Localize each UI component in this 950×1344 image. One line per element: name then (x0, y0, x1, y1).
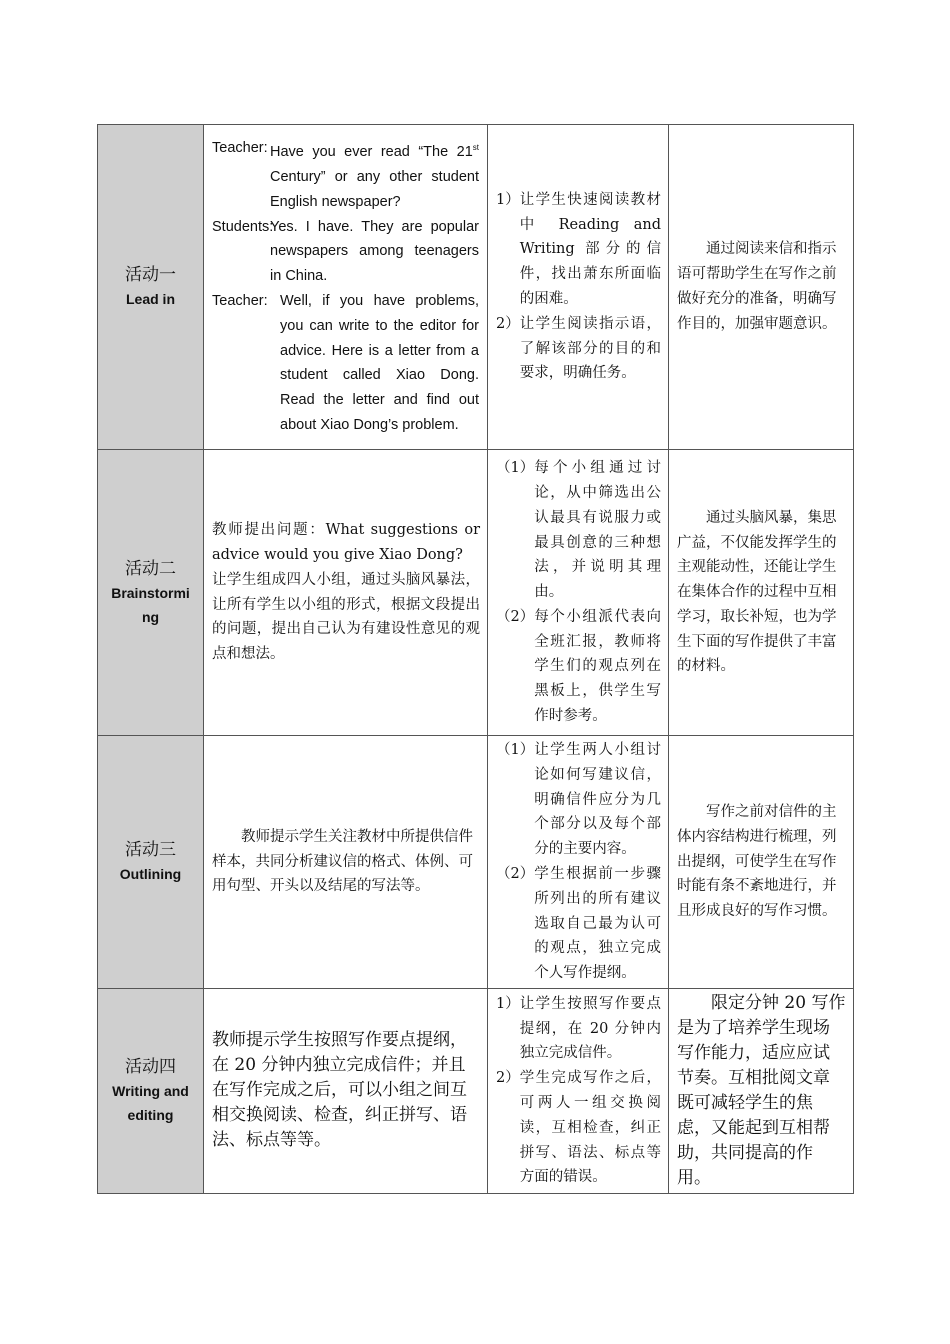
steps-cell (488, 988, 669, 1193)
activity-cell (204, 736, 488, 989)
stage-title-en: Outlining (119, 865, 182, 882)
stage-title-en-cont: ng (141, 608, 160, 625)
dialogue-line: Teacher: Have you ever read “The 21st Century” or any other student English newspaper? (212, 140, 479, 210)
activity-cell (204, 450, 488, 736)
steps-cell (488, 736, 669, 989)
table-row (98, 736, 854, 989)
activity-text: 教师提示学生按照写作要点提纲，在 20 分钟内独立完成信件；并且在写作完成之后，可以小组之间互相交换阅读、检查，纠正拼写、语法、标点等等。 (212, 1030, 467, 1151)
stage-title-zh: 活动一 (125, 265, 176, 285)
activity-cell (204, 125, 488, 450)
purpose-text: 限定分钟 20 写作是为了培养学生现场写作能力，适应应试节奏。互相批阅文章既可减轻学生的焦虑，又能起到互相帮助，共同提高的作用。 (677, 992, 846, 1188)
lesson-plan-table (97, 124, 854, 1194)
stage-title-en: Lead in (125, 291, 175, 307)
purpose-text: 通过阅读来信和指示语可帮助学生在写作之前做好充分的准备，明确写作目的，加强审题意识。 (677, 241, 837, 332)
step-item: 1） 让学生按照写作要点提纲，在 20 分钟内独立完成信件。 (496, 995, 661, 1062)
stage-cell (98, 736, 204, 989)
steps-cell (488, 450, 669, 736)
purpose-cell (669, 450, 854, 736)
stage-cell (98, 450, 204, 736)
activity-text: 让学生组成四人小组，通过头脑风暴法，让所有学生以小组的形式，根据文段提出的问题，提出自己认为有建设性意见的观点和想法。 (212, 571, 480, 663)
purpose-cell (669, 736, 854, 989)
stage-title-en: Brainstormi (111, 584, 190, 601)
step-item: （2） 学生根据前一步骤所列出的所有建议选取自己最为认可的观点，独立完成个人写作提纲。 (496, 865, 661, 982)
table-row (98, 450, 854, 736)
step-item: 1） 让学生快速阅读教材中 Reading and Writing 部分的信件，找出萧东所面临的困难。 (496, 191, 661, 307)
table-row (98, 988, 854, 1193)
table-row (98, 125, 854, 450)
stage-title-zh: 活动三 (125, 839, 176, 860)
activity-text: 教师提示学生关注教材中所提供信件样本，共同分析建议信的格式、体例、可用句型、开头以及结尾的写法等。 (212, 828, 473, 895)
stage-title-zh: 活动四 (125, 1056, 176, 1077)
activity-question: 教师提出问题：What suggestions or advice would you give Xiao Dong? (212, 522, 480, 563)
step-item: 2） 让学生阅读指示语，了解该部分的目的和要求，明确任务。 (496, 315, 661, 382)
dialogue-line: Teacher: Well, if you have problems, you can write to the editor for advice. Here is a letter from a student called Xiao Dong. Read the letter and find out about Xiao Dong’s problem. (212, 292, 479, 433)
stage-title-en: Writing and (112, 1082, 189, 1099)
step-item: （1） 每个小组通过讨论，从中筛选出公认最具有说服力或最具创意的三种想法，并说明其理由。 (496, 460, 661, 601)
step-item: （1） 让学生两人小组讨论如何写建议信，明确信件应分为几个部分以及每个部分的主要内容。 (496, 742, 661, 858)
purpose-cell (669, 988, 854, 1193)
step-item: 2） 学生完成写作之后，可两人一组交换阅读，互相检查，纠正拼写、语法、标点等方面的错误。 (496, 1070, 661, 1186)
steps-cell (488, 125, 669, 450)
stage-cell (98, 988, 204, 1193)
purpose-cell (669, 125, 854, 450)
dialogue-line: Students: Yes. I have. They are popular newspapers among teenagers in China. (212, 218, 479, 285)
stage-cell (98, 125, 204, 450)
purpose-text: 通过头脑风暴，集思广益，不仅能发挥学生的主观能动性，还能让学生在集体合作的过程中互相学习，取长补短，也为学生下面的写作提供了丰富的材料。 (677, 509, 837, 675)
step-item: （2） 每个小组派代表向全班汇报，教师将学生们的观点列在黑板上，供学生写作时参考。 (496, 608, 661, 725)
stage-title-zh: 活动二 (125, 558, 176, 579)
stage-title-en-cont: editing (127, 1106, 174, 1123)
activity-cell (204, 988, 488, 1193)
purpose-text: 写作之前对信件的主体内容结构进行梳理，列出提纲，可使学生在写作时能有条不紊地进行，并且形成良好的写作习惯。 (677, 803, 837, 920)
